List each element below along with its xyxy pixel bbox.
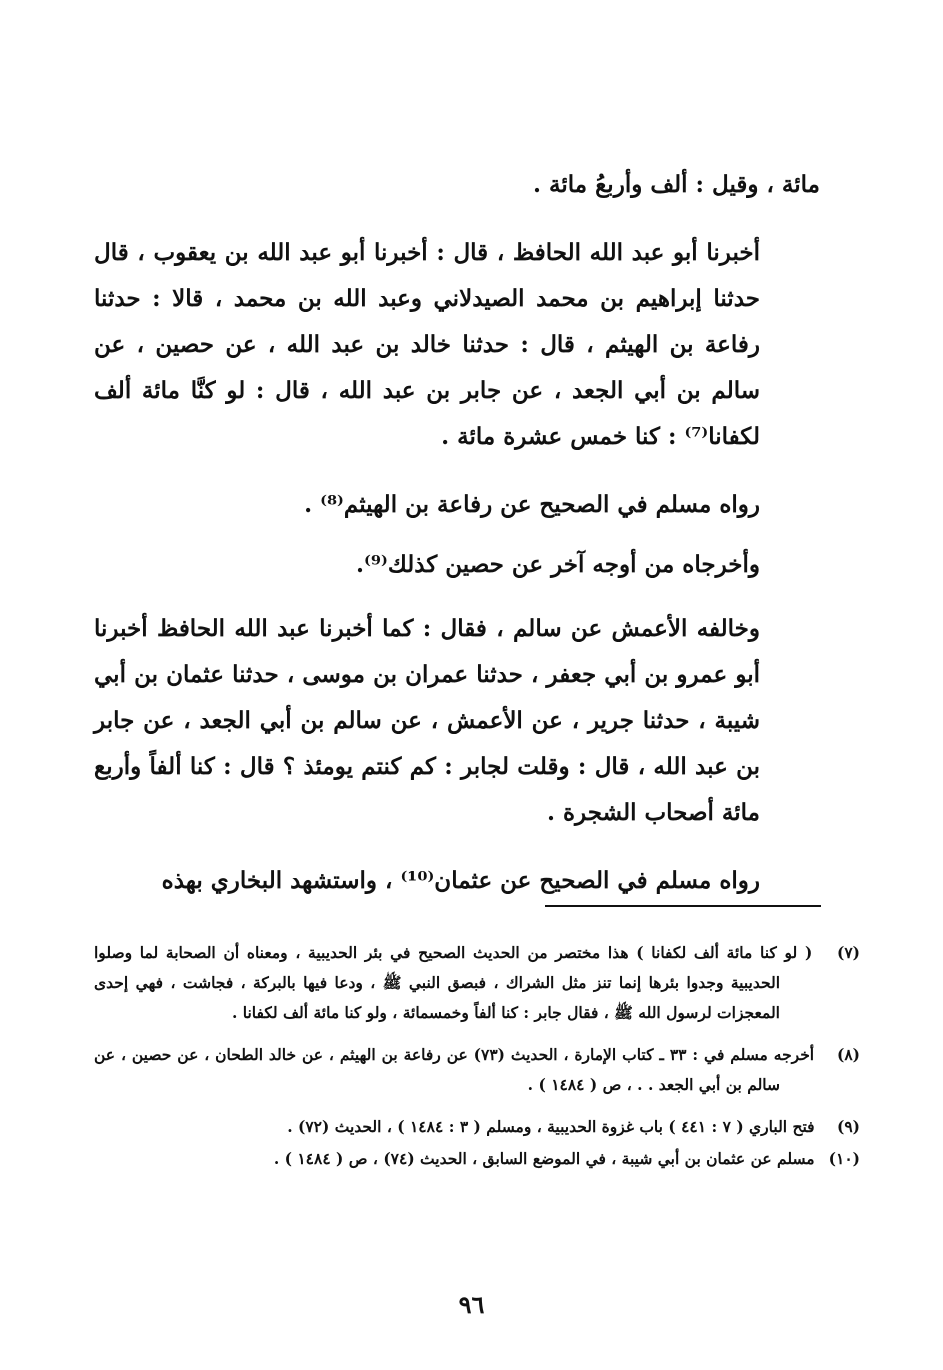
- footnote-text: ( لو كنا مائة ألف لكفانا ) هذا مختصر من الحديث الصحيح في بئر الحديبية ، ومعناه أن الصحابة لما وصلوا الحديبية وجدوا بئرها إنما تنز مثل الشراك ، فبصق النبي ﷺ ، ودعا فيها بالبركة ، فجاشت ، فهي إحدى المعجزات لرسول الله ﷺ ، فقال جابر : كنا ألفاً وخمسمائة ، ولو كنا مائة ألف لكفانا .: [94, 943, 813, 1022]
- main-text: [94, 162, 820, 904]
- paragraph-3: رواه مسلم في الصحيح عن رفاعة بن الهيثم⁽⁸⁾ .: [304, 491, 760, 518]
- paragraph-5: وخالفه الأعمش عن سالم ، فقال : كما أخبرنا عبد الله الحافظ أخبرنا أبو عمرو بن أبي جعفر ، حدثنا عمران بن موسى ، حدثنا عثمان بن أبي شيبة ، حدثنا جرير ، عن الأعمش ، عن سالم بن أبي الجعد ، عن جابر بن عبد الله ، قال : وقلت لجابر : كم كنتم يومئذ ؟ قال : كنا ألفاً وأربع مائة أصحاب الشجرة .: [94, 615, 760, 826]
- footnote-text: فتح الباري ( ٧ : ٤٤١ ) باب غزوة الحديبية ، ومسلم ( ٣ : ١٤٨٤ ) ، الحديث (٧٢) .: [287, 1117, 815, 1136]
- footnote-8: (٨) أخرجه مسلم في : ٣٣ ـ كتاب الإمارة ، الحديث (٧٣) عن رفاعة بن الهيثم ، عن خالد الطحان ، عن حصين ، عن سالم بن أبي الجعد . . ، ص ( ١٤٨٤ ) .: [94, 1045, 861, 1094]
- paragraph-1: مائة ، وقيل : ألف وأربعُ مائة .: [532, 171, 820, 198]
- footnote-text: أخرجه مسلم في : ٣٣ ـ كتاب الإمارة ، الحديث (٧٣) عن رفاعة بن الهيثم ، عن خالد الطحان ، عن حصين ، عن سالم بن أبي الجعد . . ، ص ( ١٤٨٤ ) .: [94, 1045, 815, 1094]
- paragraph-6: رواه مسلم في الصحيح عن عثمان⁽¹⁰⁾ ، واستشهد البخاري بهذه: [161, 867, 760, 894]
- paragraph-2: أخبرنا أبو عبد الله الحافظ ، قال : أخبرنا أبو عبد الله بن يعقوب ، قال حدثنا إبراهيم بن محمد الصيدلاني وعبد الله بن محمد ، قالا : حدثنا رفاعة بن الهيثم ، قال : حدثنا خالد بن عبد الله ، عن حصين ، عن سالم بن أبي الجعد ، عن جابر بن عبد الله ، قال : لو كنَّا مائة ألف لكفانا⁽⁷⁾ : كنا خمس عشرة مائة .: [94, 239, 760, 450]
- page-number: ٩٦: [458, 1290, 485, 1319]
- footnote-10: (١٠) مسلم عن عثمان بن أبي شيبة ، في الموضع السابق ، الحديث (٧٤) ، ص ( ١٤٨٤ ) .: [273, 1149, 860, 1168]
- paragraph-4: وأخرجاه من أوجه آخر عن حصين كذلك⁽⁹⁾.: [356, 551, 760, 578]
- footnote-separator: [545, 905, 821, 907]
- footnote-text: مسلم عن عثمان بن أبي شيبة ، في الموضع السابق ، الحديث (٧٤) ، ص ( ١٤٨٤ ) .: [273, 1149, 815, 1168]
- footnotes: [94, 938, 861, 1186]
- footnote-7: (٧) ( لو كنا مائة ألف لكفانا ) هذا مختصر من الحديث الصحيح في بئر الحديبية ، ومعناه أن الصحابة لما وصلوا الحديبية وجدوا بئرها إنما تنز مثل الشراك ، فبصق النبي ﷺ ، ودعا فيها بالبركة ، فجاشت ، فهي إحدى المعجزات لرسول الله ﷺ ، فقال جابر : كنا ألفاً وخمسمائة ، ولو كنا مائة ألف لكفانا .: [94, 943, 860, 1022]
- footnote-9: (٩) فتح الباري ( ٧ : ٤٤١ ) باب غزوة الحديبية ، ومسلم ( ٣ : ١٤٨٤ ) ، الحديث (٧٢) .: [287, 1117, 860, 1136]
